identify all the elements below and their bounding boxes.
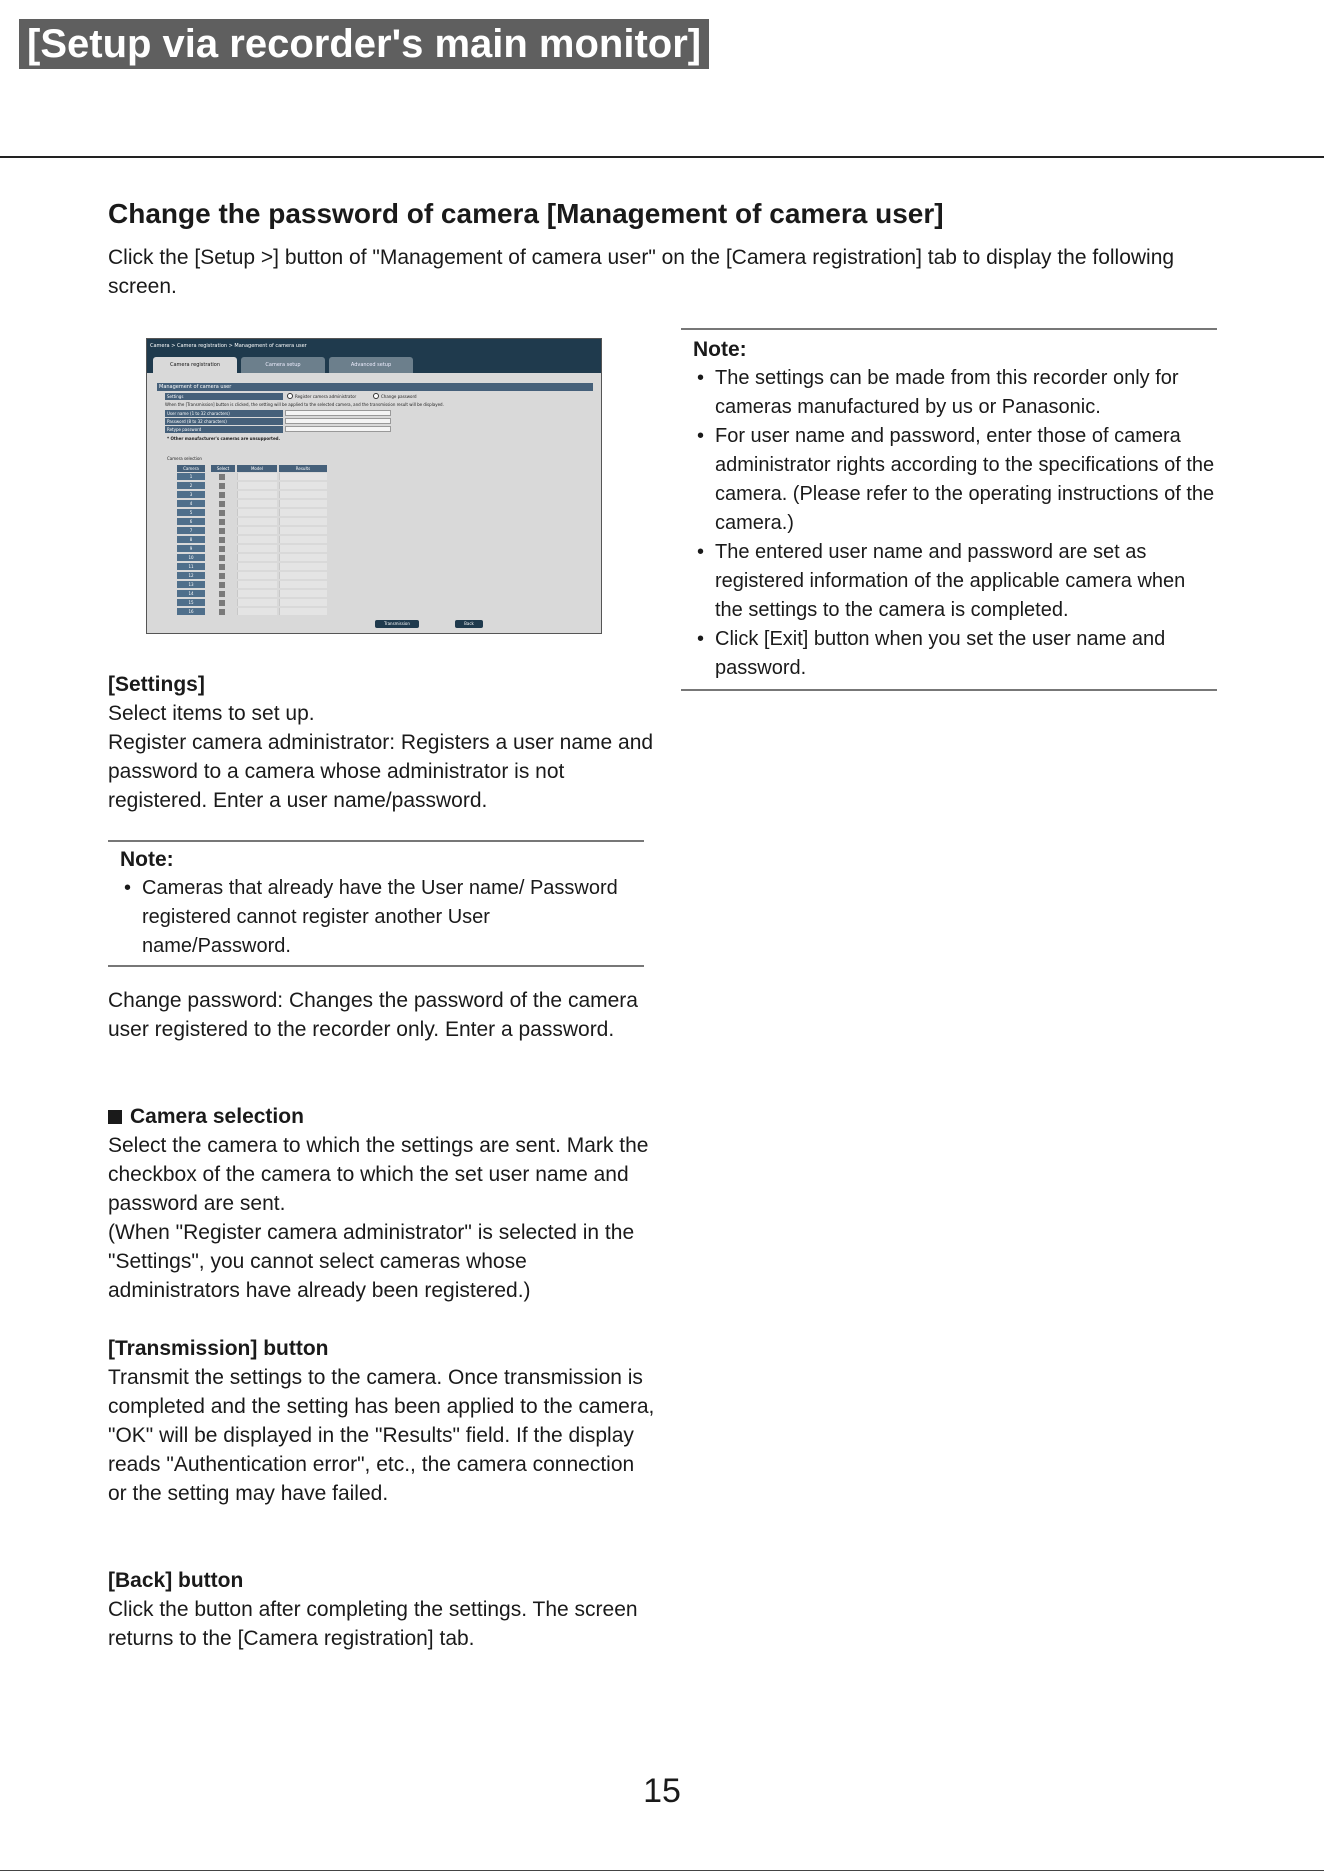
screenshot-results-cell [279,563,327,570]
screenshot-results-cell [279,581,327,588]
screenshot-model-cell [237,545,277,552]
screenshot-tab-advanced-setup: Advanced setup [329,357,413,373]
screenshot-results-cell [279,554,327,561]
screenshot-col-results: Results [279,465,327,472]
screenshot-camera-checkbox [219,519,225,525]
section-intro: Click the [Setup >] button of "Management of camera user" on the [Camera registration] tab to display the following screen. [108,246,1175,298]
screenshot-camera-checkbox [219,528,225,534]
screenshot-camera-row [177,482,327,490]
screenshot-model-cell [237,536,277,543]
screenshot-radio-register [287,393,293,399]
screenshot-camera-checkbox [219,510,225,516]
screenshot-user-name-input [285,410,391,416]
camera-selection-text1: Select the camera to which the settings are sent. Mark the checkbox of the camera to which the set user name and password are sent. [108,1134,649,1215]
transmission-heading: [Transmission] button [108,1337,329,1360]
screenshot-camera-checkbox [219,555,225,561]
screenshot-radio-change-label: Change password [381,394,417,399]
screenshot-camera-number: 9 [177,545,205,552]
screenshot-model-cell [237,500,277,507]
back-block [108,1566,656,1653]
screenshot-camera-number: 14 [177,590,205,597]
screenshot-unsupported-note: * Other manufacturer's cameras are unsupported. [167,436,281,441]
screenshot-camera-number: 13 [177,581,205,588]
footer-divider [0,1870,1324,1871]
screenshot-camera-row [177,608,327,616]
note-box-left [108,840,644,967]
note-item: • Cameras that already have the User name/ Password registered cannot register another User name/Password. [120,874,644,961]
screenshot-model-cell [237,509,277,516]
page-number: 15 [643,1772,681,1810]
screenshot-results-cell [279,599,327,606]
screenshot-results-cell [279,491,327,498]
screenshot-camera-number: 2 [177,482,205,489]
screenshot-camera-number: 16 [177,608,205,615]
note-title: Note: [693,338,747,361]
screenshot-camera-row [177,473,327,481]
settings-line2: Register camera administrator: Registers a user name and password to a camera whose administrator is not registered. Enter a user name/password. [108,731,654,812]
screenshot-transmission-button: Transmission [375,620,419,628]
screenshot-camera-row [177,599,327,607]
screenshot-results-cell [279,509,327,516]
camera-selection-block [108,1102,656,1305]
screenshot-tab-camera-registration: Camera registration [153,357,237,373]
screenshot-results-cell [279,608,327,615]
screenshot-camera-checkbox [219,591,225,597]
screenshot-camera-checkbox [219,573,225,579]
screenshot-model-cell [237,563,277,570]
page-header-title: [Setup via recorder's main monitor] [19,19,709,69]
screenshot-results-cell [279,518,327,525]
settings-line1: Select items to set up. [108,702,315,725]
screenshot-breadcrumb: Camera > Camera registration > Management of camera user [147,339,601,353]
screenshot-results-cell [279,572,327,579]
header-divider [0,156,1324,158]
screenshot-camera-checkbox [219,537,225,543]
screenshot-camera-number: 1 [177,473,205,480]
screenshot-camera-number: 5 [177,509,205,516]
screenshot-retype-input [285,426,391,432]
screenshot-camera-number: 10 [177,554,205,561]
screenshot-panel-title: Management of camera user [157,383,593,391]
screenshot-camera-row [177,509,327,517]
screenshot-camera-row [177,590,327,598]
screenshot-results-cell [279,527,327,534]
screenshot-field-password: Password (8 to 32 characters) [165,418,283,425]
screenshot-password-input [285,418,391,424]
screenshot-camera-number: 7 [177,527,205,534]
screenshot-camera-checkbox [219,483,225,489]
screenshot-figure [146,338,602,634]
screenshot-results-cell [279,500,327,507]
section-title: Change the password of camera [Management of camera user] [108,198,944,229]
screenshot-results-cell [279,482,327,489]
screenshot-radio-register-label: Register camera administrator [295,394,357,399]
screenshot-camera-checkbox [219,564,225,570]
screenshot-camera-checkbox [219,501,225,507]
screenshot-model-cell [237,527,277,534]
screenshot-results-cell [279,545,327,552]
note-list [693,364,1217,683]
screenshot-camera-row [177,563,327,571]
screenshot-camera-number: 4 [177,500,205,507]
square-bullet-icon [108,1110,122,1124]
back-text: Click the button after completing the settings. The screen returns to the [Camera registration] tab. [108,1598,638,1650]
note-item: • The entered user name and password are set as registered information of the applicable camera when the settings to the camera is completed. [693,538,1217,625]
screenshot-model-cell [237,590,277,597]
screenshot-camera-row [177,527,327,535]
screenshot-col-select: Select [211,465,235,472]
note-title: Note: [120,848,174,871]
note-item: • The settings can be made from this recorder only for cameras manufactured by us or Panasonic. [693,364,1217,422]
screenshot-camera-row [177,572,327,580]
screenshot-camera-checkbox [219,546,225,552]
screenshot-col-camera: Camera [177,465,205,472]
screenshot-camera-number: 15 [177,599,205,606]
screenshot-model-cell [237,608,277,615]
screenshot-camera-row [177,581,327,589]
screenshot-field-settings: Settings [165,393,283,400]
note-box-right [681,328,1217,691]
transmission-text: Transmit the settings to the camera. Once transmission is completed and the setting has been applied to the camera, "OK" will be displayed in the "Results" field. If the display reads "Authentication error", etc., the camera connection or the setting may have failed. [108,1366,655,1505]
screenshot-camera-checkbox [219,582,225,588]
screenshot-camera-row [177,491,327,499]
screenshot-camera-checkbox [219,492,225,498]
screenshot-camera-checkbox [219,474,225,480]
screenshot-camera-number: 11 [177,563,205,570]
screenshot-radio-change [373,393,379,399]
settings-block [108,670,656,815]
change-password-text: Change password: Changes the password of the camera user registered to the recorder only. Enter a password. [108,989,638,1041]
screenshot-camera-checkbox [219,609,225,615]
change-password-block [108,986,656,1044]
note-item: • For user name and password, enter those of camera administrator rights according to the specifications of the camera. (Please refer to the operating instructions of the camera.) [693,422,1217,538]
screenshot-camera-row [177,500,327,508]
screenshot-transmission-hint: When the [Transmission] button is clicked, the setting will be applied to the selected camera, and the transmission result will be displayed. [165,402,444,407]
screenshot-camera-number: 8 [177,536,205,543]
screenshot-model-cell [237,554,277,561]
screenshot-results-cell [279,536,327,543]
settings-heading: [Settings] [108,673,205,696]
screenshot-camera-checkbox [219,600,225,606]
camera-selection-text2: (When "Register camera administrator" is selected in the "Settings", you cannot select cameras whose administrators have already been registered.) [108,1221,635,1302]
screenshot-model-cell [237,473,277,480]
screenshot-tab-camera-setup: Camera setup [241,357,325,373]
screenshot-model-cell [237,599,277,606]
screenshot-camera-row [177,518,327,526]
screenshot-model-cell [237,581,277,588]
screenshot-camera-selection-label: Camera selection [167,456,202,461]
screenshot-model-cell [237,491,277,498]
screenshot-model-cell [237,572,277,579]
camera-selection-heading-row [108,1102,656,1131]
screenshot-field-retype: Retype password [165,426,283,433]
screenshot-model-cell [237,518,277,525]
screenshot-results-cell [279,473,327,480]
screenshot-camera-number: 12 [177,572,205,579]
screenshot-camera-number: 3 [177,491,205,498]
screenshot-camera-row [177,545,327,553]
screenshot-col-model: Model [237,465,277,472]
transmission-block [108,1334,656,1508]
back-heading: [Back] button [108,1569,244,1592]
screenshot-results-cell [279,590,327,597]
camera-selection-heading: Camera selection [130,1105,304,1128]
note-list [120,874,644,961]
screenshot-camera-row [177,536,327,544]
screenshot-camera-number: 6 [177,518,205,525]
screenshot-camera-row [177,554,327,562]
screenshot-model-cell [237,482,277,489]
screenshot-back-button: Back [455,620,483,628]
note-item: • Click [Exit] button when you set the user name and password. [693,625,1217,683]
screenshot-field-user-name: User name (1 to 32 characters) [165,410,283,417]
